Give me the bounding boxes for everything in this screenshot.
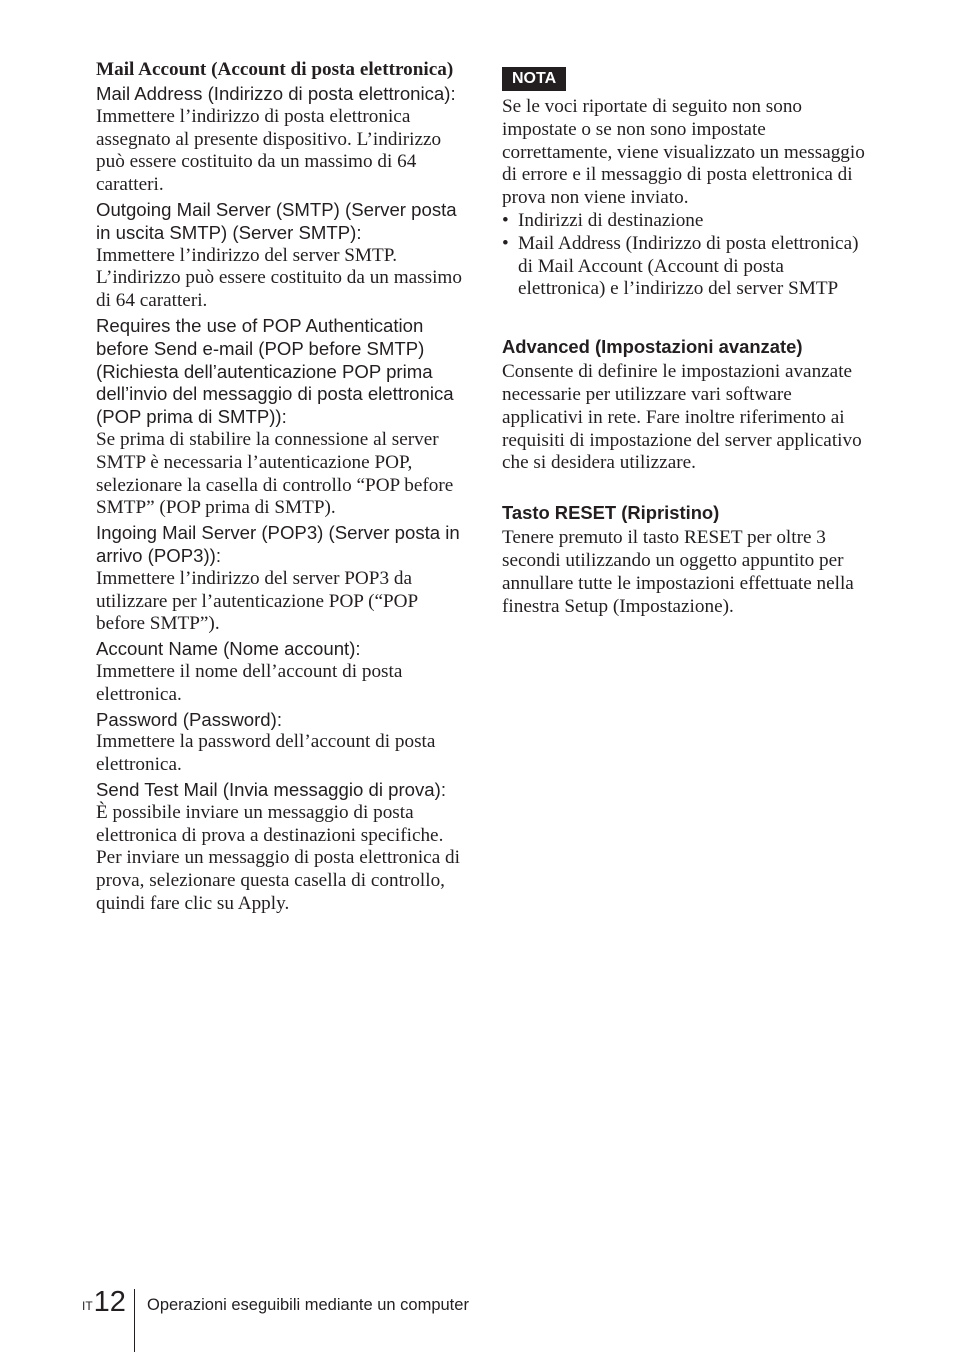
page-number-value: 12 <box>93 1286 126 1318</box>
note-bullet: • Mail Address (Indirizzo di posta elettronica) di Mail Account (Account di posta elettronica) e l’indirizzo del server SMTP <box>502 233 872 301</box>
advanced-description: Consente di definire le impostazioni avanzate necessarie per utilizzare vari software applicativi in rete. Fare inoltre riferimento ai requisiti di impostazione del server applicativo che si desidera utilizzare. <box>502 361 862 474</box>
pop3-server-description: Immettere l’indirizzo del server POP3 da utilizzare per l’autenticazione POP (“POP before SMTP”). <box>96 567 418 635</box>
footer-divider <box>134 1289 135 1352</box>
mail-address-label: Mail Address (Indirizzo di posta elettronica): <box>96 83 456 104</box>
send-test-mail-label: Send Test Mail (Invia messaggio di prova): <box>96 778 447 800</box>
account-name-description: Immettere il nome dell’account di posta elettronica. <box>96 660 403 705</box>
note-text: Se le voci riportate di seguito non sono impostate o se non sono impostate correttamente, viene visualizzato un messaggio di errore e il messaggio di posta elettronica di prova non viene inviato. <box>502 96 865 209</box>
pop-before-smtp-label: Requires the use of POP Authentication before Send e-mail (POP before SMTP) (Richiesta dell’autenticazione POP prima dell’invio del messaggio di posta elettronica (POP prima di SMTP)): <box>96 314 454 428</box>
note-badge: NOTA <box>502 67 566 91</box>
smtp-server-description: Immettere l’indirizzo del server SMTP. L’indirizzo può essere costituito da un massimo di 64 caratteri. <box>96 244 462 312</box>
page-number <box>82 1284 126 1320</box>
mail-address-description: Immettere l’indirizzo di posta elettronica assegnato al presente dispositivo. L’indirizzo può essere costituito da un massimo di 64 caratteri. <box>96 105 442 196</box>
reset-heading: Tasto RESET (Ripristino) <box>502 502 720 524</box>
language-code: IT <box>82 1299 93 1313</box>
reset-description: Tenere premuto il tasto RESET per oltre 3 secondi utilizzando un oggetto appuntito per annullare tutte le impostazioni effettuate nella finestra Setup (Impostazione). <box>502 527 854 617</box>
smtp-server-label: Outgoing Mail Server (SMTP) (Server posta in uscita SMTP) (Server SMTP): <box>96 198 457 243</box>
password-description: Immettere la password dell’account di posta elettronica. <box>96 731 436 776</box>
pop-before-smtp-description: Se prima di stabilire la connessione al server SMTP è necessaria l’autenticazione POP, selezionare la casella di controllo “POP before SMTP” (POP prima di SMTP). <box>96 428 454 519</box>
chapter-title: Operazioni eseguibili mediante un computer <box>147 1296 469 1314</box>
left-column <box>96 58 466 916</box>
pop3-server-label: Ingoing Mail Server (POP3) (Server posta in arrivo (POP3)): <box>96 522 460 566</box>
mail-account-heading: Mail Account (Account di posta elettronica) <box>96 59 454 80</box>
right-column <box>502 58 872 618</box>
password-label: Password (Password): <box>96 708 282 730</box>
note-bullet-list <box>502 210 872 301</box>
send-test-mail-description: È possibile inviare un messaggio di posta elettronica di prova a destinazioni specifiche. Per inviare un messaggio di posta elettronica di prova, selezionare questa casella di controllo, quindi fare clic su Apply. <box>96 801 460 914</box>
note-bullet: • Indirizzi di destinazione <box>502 210 872 233</box>
account-name-label: Account Name (Nome account): <box>96 638 361 660</box>
advanced-heading: Advanced (Impostazioni avanzate) <box>502 336 803 358</box>
